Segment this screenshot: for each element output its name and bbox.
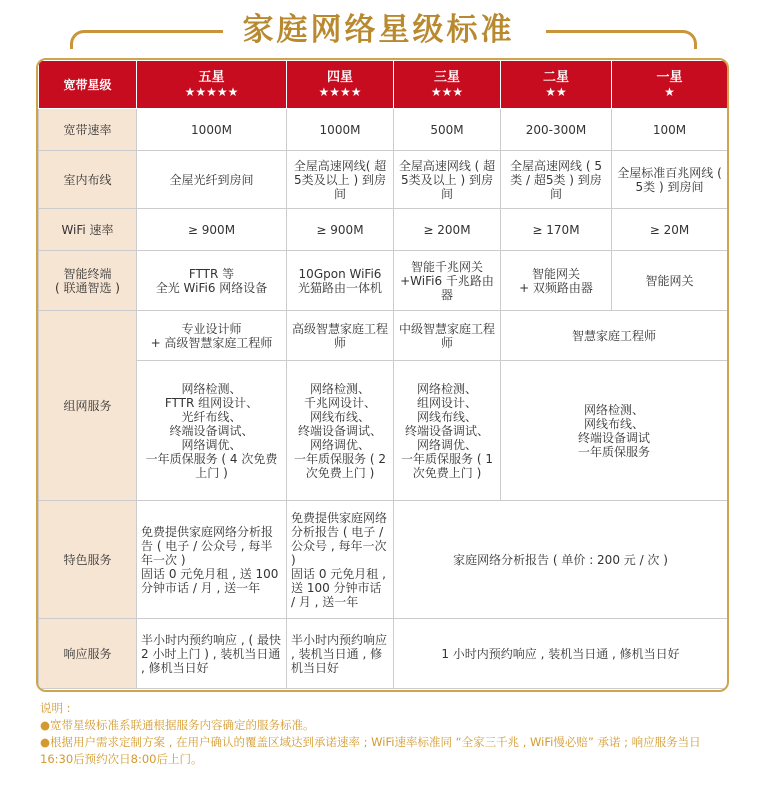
header-row bbox=[39, 61, 728, 109]
cell: 200-300M bbox=[501, 109, 612, 151]
header-level-1: 一星 ★ bbox=[612, 61, 728, 109]
cell: 智能网关 bbox=[612, 251, 728, 311]
stars-icon: ★ bbox=[664, 84, 675, 99]
cell: ≥ 200M bbox=[394, 209, 501, 251]
cell: 智能千兆网关 +WiFi6 千兆路由器 bbox=[394, 251, 501, 311]
cell: ≥ 900M bbox=[287, 209, 394, 251]
cell: 网络检测、 千兆网设计、 网线布线、 终端设备调试、 网络调优、 一年质保服务 ( 2 次免费上门 ) bbox=[287, 361, 394, 501]
row-label: 宽带速率 bbox=[39, 109, 137, 151]
header-level-5: 五星 ★★★★★ bbox=[137, 61, 287, 109]
cell: 全屋光纤到房间 bbox=[137, 151, 287, 209]
header-level-3: 三星 ★★★ bbox=[394, 61, 501, 109]
cell: 全屋高速网线 ( 5类 / 超5类 ) 到房间 bbox=[501, 151, 612, 209]
cell: 100M bbox=[612, 109, 728, 151]
cell: FTTR 等 全光 WiFi6 网络设备 bbox=[137, 251, 287, 311]
row-special bbox=[39, 501, 728, 619]
cell: 中级智慧家庭工程师 bbox=[394, 311, 501, 361]
cell: ≥ 170M bbox=[501, 209, 612, 251]
row-speed bbox=[39, 109, 728, 151]
page-title: 家庭网络星级标准 bbox=[242, 12, 515, 48]
header-level-4: 四星 ★★★★ bbox=[287, 61, 394, 109]
stars-icon: ★★★★ bbox=[318, 84, 362, 99]
row-wifi bbox=[39, 209, 728, 251]
cell: 免费提供家庭网络分析报告 ( 电子 / 公众号 , 每年一次 ) 固话 0 元免月租 , 送 100 分钟市话 / 月 , 送一年 bbox=[287, 501, 394, 619]
note-item: ●根据用户需求定制方案 , 在用户确认的覆盖区域达到承诺速率 ; WiFi速率标准同 “全家三千兆 , WiFi慢必赔” 承诺 ; 响应服务当日16:30后预约次日8:00后上门。 bbox=[40, 735, 701, 766]
stars-icon: ★★★ bbox=[430, 84, 464, 99]
row-networking-services bbox=[39, 361, 728, 501]
cell: 网络检测、 组网设计、 网线布线、 终端设备调试、 网络调优、 一年质保服务 ( 1 次免费上门 ) bbox=[394, 361, 501, 501]
cell: 1 小时内预约响应 , 装机当日通 , 修机当日好 bbox=[394, 619, 728, 689]
cell: 专业设计师 + 高级智慧家庭工程师 bbox=[137, 311, 287, 361]
stars-icon: ★★ bbox=[545, 84, 567, 99]
notes-heading: 说明 : bbox=[40, 701, 71, 715]
cell: 家庭网络分析报告 ( 单价 : 200 元 / 次 ) bbox=[394, 501, 728, 619]
row-label: 组网服务 bbox=[39, 311, 137, 501]
row-label: 响应服务 bbox=[39, 619, 137, 689]
cell: 500M bbox=[394, 109, 501, 151]
stars-icon: ★★★★★ bbox=[184, 84, 239, 99]
cell: 全屋标准百兆网线 ( 5类 ) 到房间 bbox=[612, 151, 728, 209]
cell: 1000M bbox=[137, 109, 287, 151]
notes bbox=[40, 700, 730, 768]
header-corner: 宽带星级 bbox=[39, 61, 137, 109]
cell: 全屋高速网线( 超 5类及以上 ) 到房间 bbox=[287, 151, 394, 209]
cell: ≥ 20M bbox=[612, 209, 728, 251]
cell: 半小时内预约响应 , 装机当日通 , 修机当日好 bbox=[287, 619, 394, 689]
header-level-2: 二星 ★★ bbox=[501, 61, 612, 109]
row-label: WiFi 速率 bbox=[39, 209, 137, 251]
cell: 免费提供家庭网络分析报告 ( 电子 / 公众号 , 每半年一次 ) 固话 0 元免月租 , 送 100 分钟市话 / 月 , 送一年 bbox=[137, 501, 287, 619]
note-item: ●宽带星级标准系联通根据服务内容确定的服务标准。 bbox=[40, 718, 315, 732]
cell: 智慧家庭工程师 bbox=[501, 311, 728, 361]
cell: 网络检测、 FTTR 组网设计、 光纤布线、 终端设备调试、 网络调优、 一年质保服务 ( 4 次免费上门 ) bbox=[137, 361, 287, 501]
standards-table-container bbox=[36, 58, 729, 692]
cell: ≥ 900M bbox=[137, 209, 287, 251]
row-response bbox=[39, 619, 728, 689]
row-label: 室内布线 bbox=[39, 151, 137, 209]
cell: 高级智慧家庭工程师 bbox=[287, 311, 394, 361]
cell: 1000M bbox=[287, 109, 394, 151]
title-area bbox=[0, 0, 757, 56]
cell: 半小时内预约响应 , ( 最快 2 小时上门 ) , 装机当日通 , 修机当日好 bbox=[137, 619, 287, 689]
row-label: 智能终端 ( 联通智选 ) bbox=[39, 251, 137, 311]
cell: 10Gpon WiFi6 光猫路由一体机 bbox=[287, 251, 394, 311]
row-wiring bbox=[39, 151, 728, 209]
row-label: 特色服务 bbox=[39, 501, 137, 619]
row-terminal bbox=[39, 251, 728, 311]
row-networking-engineers bbox=[39, 311, 728, 361]
standards-table bbox=[38, 60, 728, 689]
cell: 智能网关 + 双频路由器 bbox=[501, 251, 612, 311]
cell: 全屋高速网线 ( 超5类及以上 ) 到房间 bbox=[394, 151, 501, 209]
cell: 网络检测、 网线布线、 终端设备调试 一年质保服务 bbox=[501, 361, 728, 501]
